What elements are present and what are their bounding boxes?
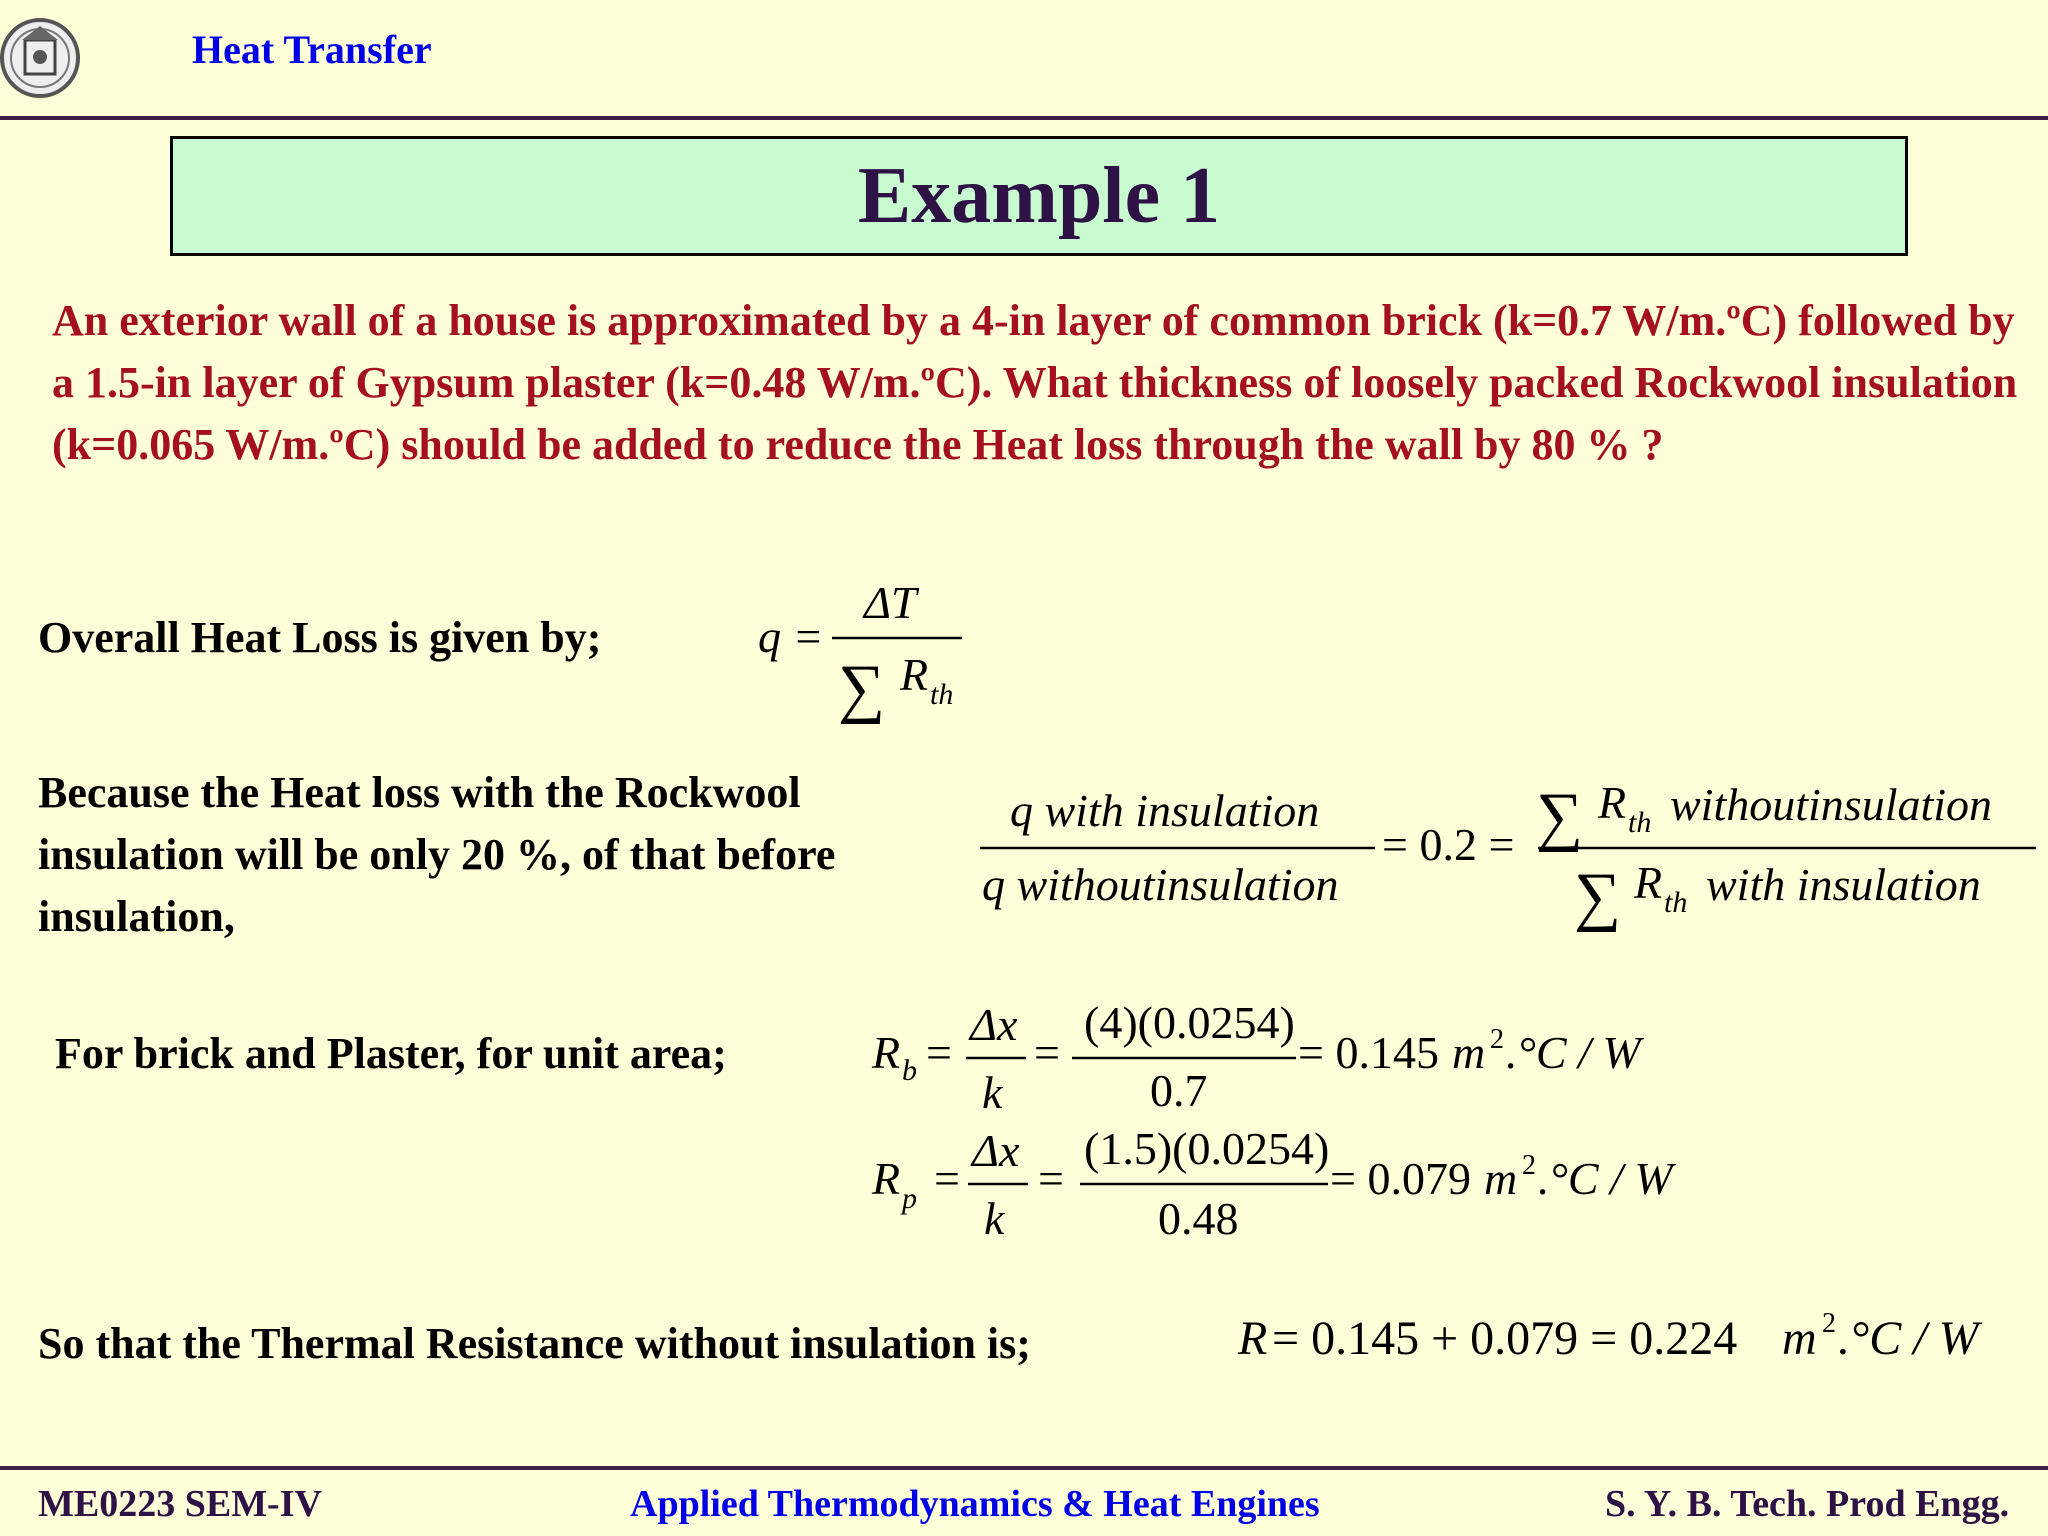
rp-k: k — [984, 1193, 1005, 1244]
rp-result: = 0.079 — [1330, 1153, 1471, 1204]
rp-unit-exp: 2 — [1522, 1150, 1536, 1181]
eq-sum-symbol: ∑ — [838, 652, 886, 725]
rp-equals-1: = — [934, 1153, 960, 1204]
r-bottom-subscript: th — [1664, 886, 1688, 919]
slide-title: Example 1 — [857, 151, 1221, 240]
rp-unit: m — [1484, 1153, 1518, 1204]
rb-k: k — [982, 1067, 1003, 1118]
eq-q-lhs: q = — [758, 611, 824, 662]
total-unit-rest: .°C / W — [1838, 1312, 1979, 1365]
ratio-label-line: insulation, — [38, 892, 235, 941]
ratio-label-line: Because the Heat loss with the Rockwool — [38, 768, 801, 817]
rb-denominator: 0.7 — [1150, 1065, 1208, 1116]
r-without-text: withoutinsulation — [1670, 779, 1993, 830]
rb-unit-rest: .°C / W — [1506, 1027, 1641, 1078]
rb-delta-x: Δx — [970, 999, 1018, 1050]
footer-course-code: ME0223 SEM-IV — [38, 1483, 322, 1525]
rp-subscript: p — [902, 1182, 917, 1215]
eq-r: R — [900, 649, 929, 700]
rp-delta-x: Δx — [972, 1125, 1020, 1176]
ratio-label-line: insulation will be only 20 %, of that before — [38, 830, 836, 879]
r-bottom: R — [1634, 857, 1663, 908]
rb-numerator: (4)(0.0254) — [1084, 997, 1295, 1048]
total-unit-exp: 2 — [1822, 1308, 1836, 1339]
rp-unit-rest: .°C / W — [1538, 1153, 1673, 1204]
total-expression: = 0.145 + 0.079 = 0.224 — [1272, 1312, 1738, 1365]
total-resistance-label: So that the Thermal Resistance without insulation is; — [38, 1319, 1031, 1368]
brick-plaster-label: For brick and Plaster, for unit area; — [55, 1029, 727, 1078]
rb-result: = 0.145 — [1298, 1027, 1439, 1078]
footer-course-title: Applied Thermodynamics & Heat Engines — [630, 1483, 1320, 1525]
r-with-text: with insulation — [1706, 859, 1981, 910]
footer-program: S. Y. B. Tech. Prod Engg. — [1605, 1483, 2010, 1525]
eq-r-subscript: th — [930, 678, 954, 711]
overall-heat-loss-label: Overall Heat Loss is given by; — [38, 613, 602, 662]
problem-statement: An exterior wall of a house is approximated by a 4-in layer of common brick (k=0.7 W/m.ºC) followed by a 1.5-in layer of Gypsum plaster (k=0.48 W/m.ºC). What thickness of loosely packed Rockwool insulation (k=0.065 W/m.ºC) should be added to reduce the Heat loss through the wall by 80 % ? — [52, 296, 2018, 469]
total-r-symbol: R — [1238, 1312, 1268, 1365]
total-unit: m — [1782, 1312, 1817, 1365]
sum-symbol-top: ∑ — [1536, 780, 1584, 853]
r-top: R — [1598, 777, 1627, 828]
rb-unit-exp: 2 — [1490, 1024, 1504, 1055]
r-top-subscript: th — [1628, 806, 1652, 839]
q-without-insulation: q withoutinsulation — [982, 859, 1339, 910]
eq-delta-t: ΔT — [864, 577, 917, 628]
rp-symbol: R — [872, 1153, 901, 1204]
rb-equals-2: = — [1034, 1027, 1060, 1078]
ratio-equals-value: = 0.2 = — [1382, 819, 1515, 870]
header-title: Heat Transfer — [192, 27, 432, 72]
rp-numerator: (1.5)(0.0254) — [1084, 1123, 1330, 1174]
rp-equals-2: = — [1038, 1153, 1064, 1204]
sum-symbol-bottom: ∑ — [1574, 860, 1622, 933]
footer-divider — [0, 1466, 2048, 1470]
rb-unit: m — [1452, 1027, 1486, 1078]
rp-denominator: 0.48 — [1158, 1193, 1239, 1244]
rb-equals-1: = — [926, 1027, 952, 1078]
q-with-insulation: q with insulation — [1010, 785, 1320, 836]
rb-symbol: R — [872, 1027, 901, 1078]
rb-subscript: b — [902, 1054, 917, 1087]
